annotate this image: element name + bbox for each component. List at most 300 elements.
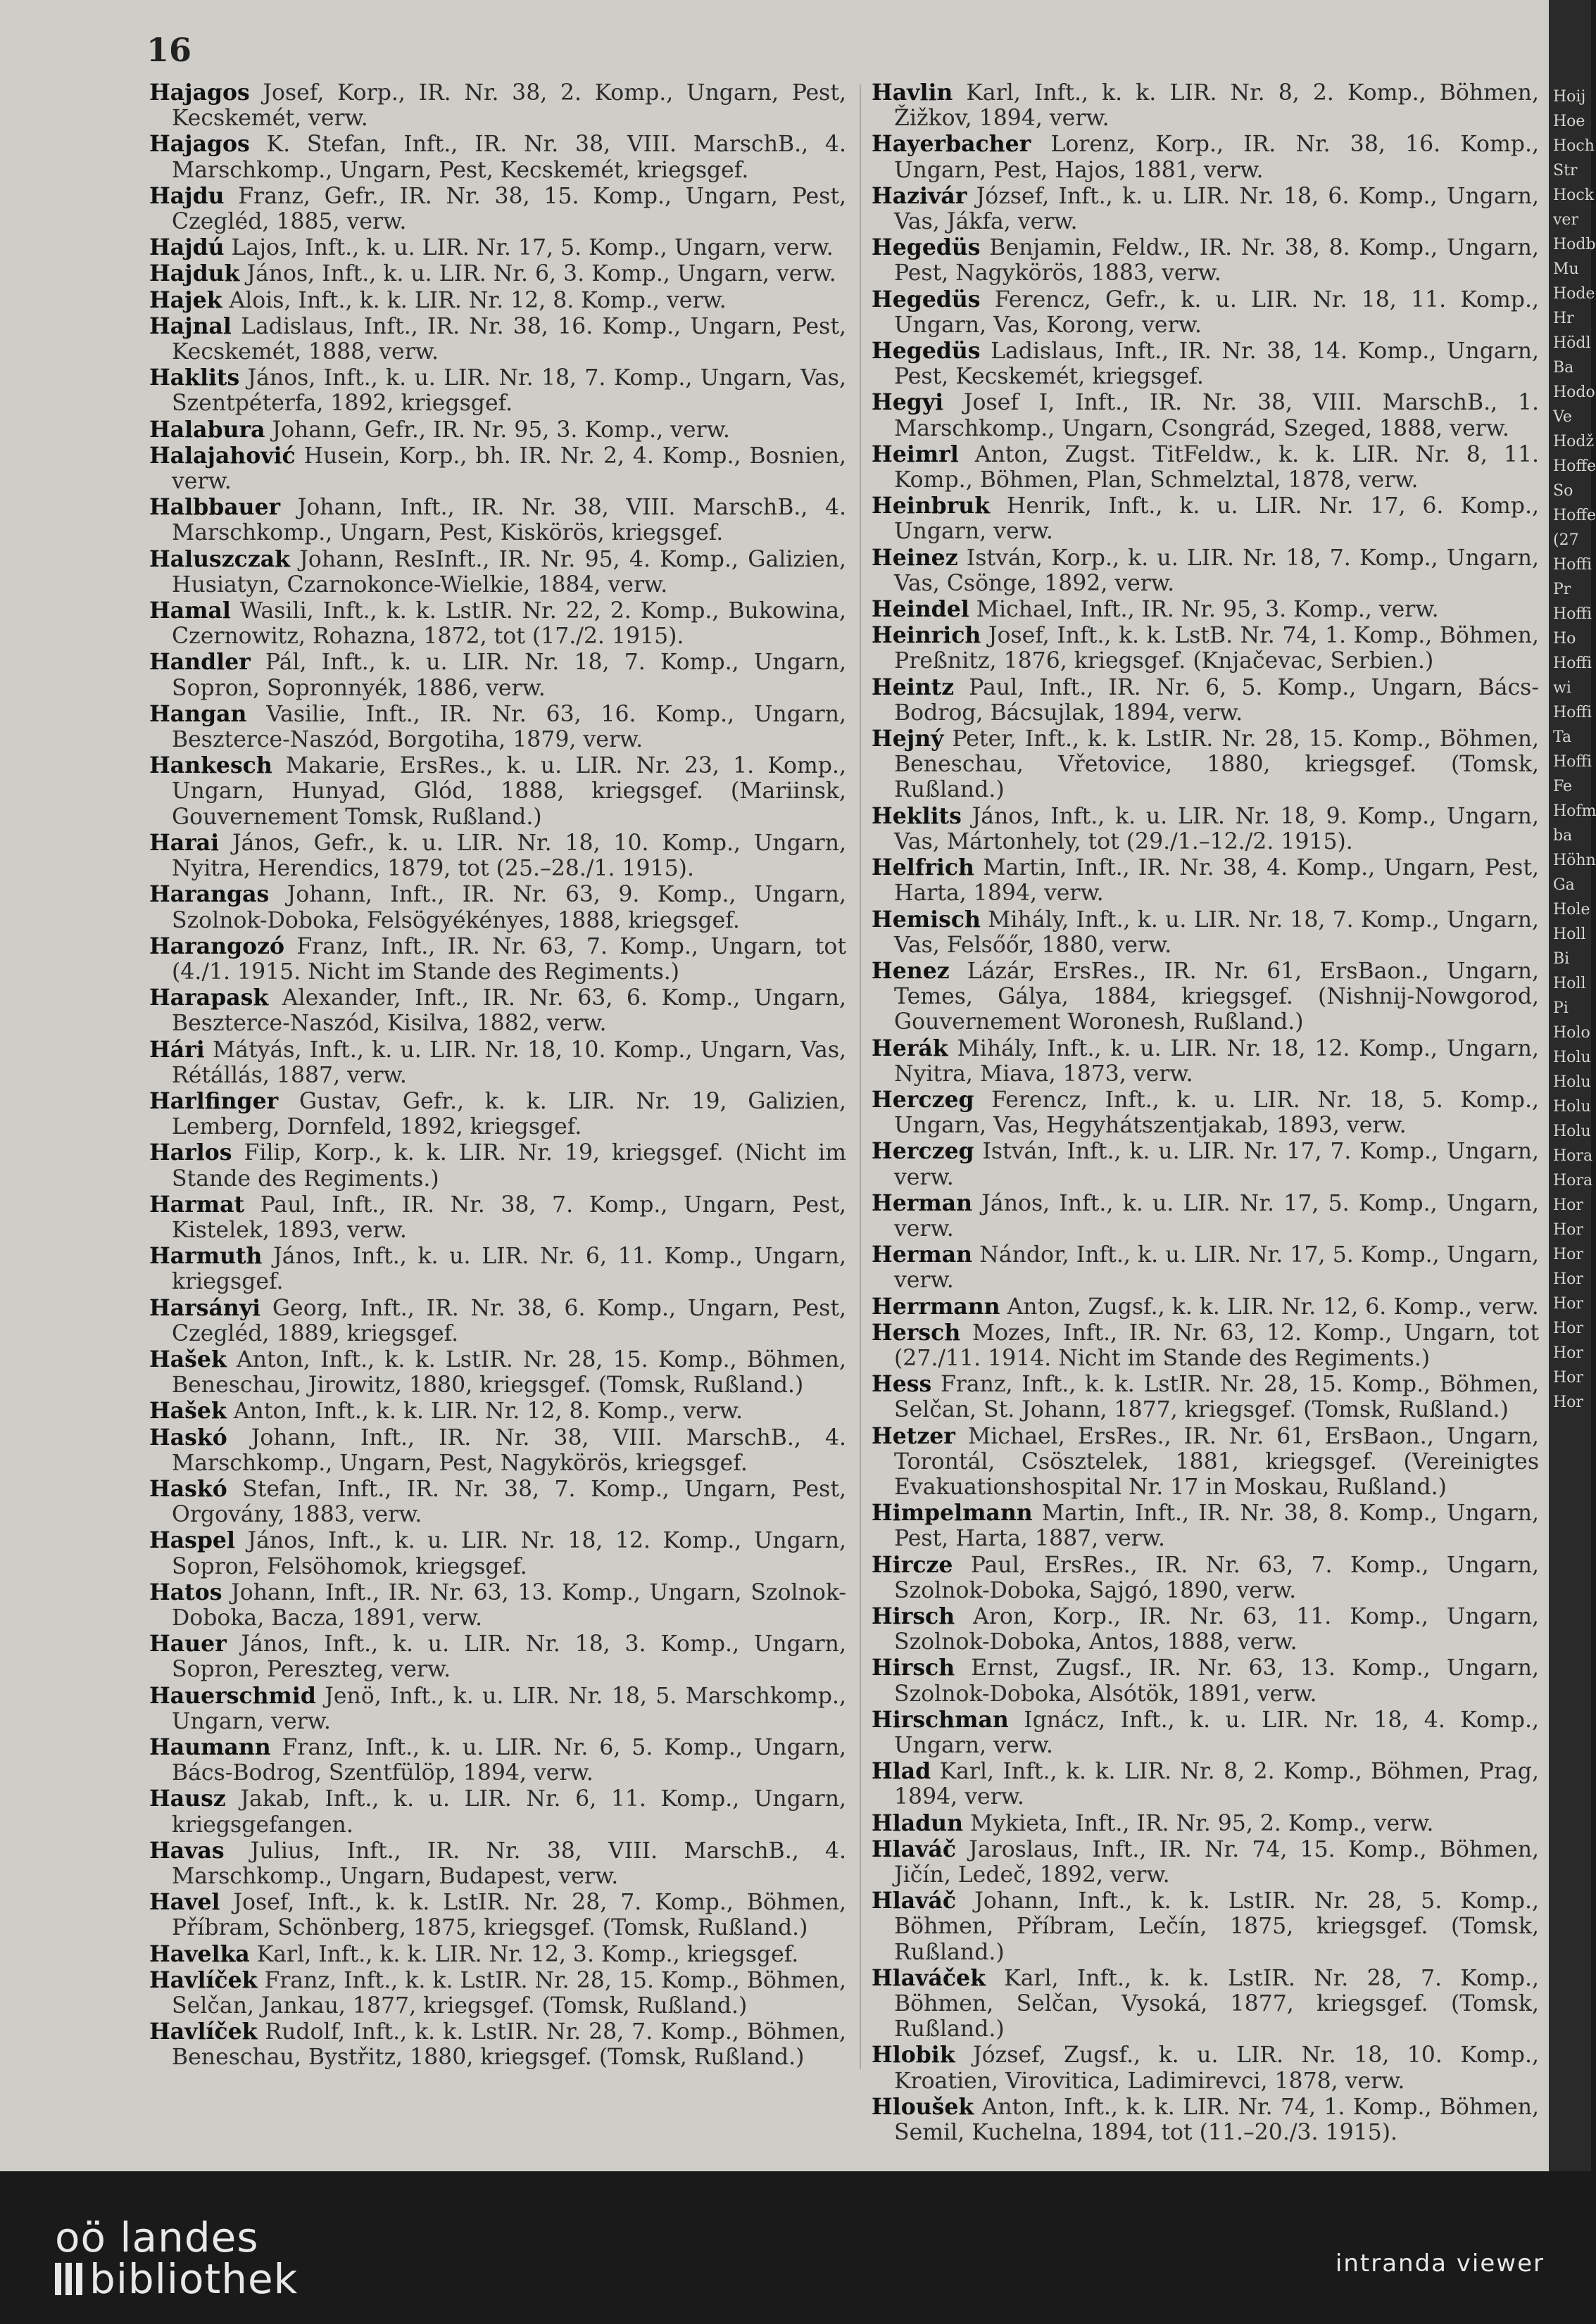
register-entry — [149, 882, 846, 933]
entry-details: Benjamin, Feldw., IR. Nr. 38, 8. Komp., Ungarn, Pest, Nagykörös, 1883, verw. — [894, 235, 1539, 286]
register-entry — [872, 390, 1539, 441]
register-entry — [149, 1786, 846, 1837]
entry-surname: Hladun — [872, 1810, 963, 1836]
edge-fragment: Hor — [1553, 1344, 1583, 1362]
register-entry — [149, 2019, 846, 2070]
entry-surname: Handler — [149, 649, 251, 676]
edge-fragment: Hoffe — [1553, 507, 1596, 524]
register-entry — [872, 1242, 1539, 1293]
entry-details: Stefan, Inft., IR. Nr. 38, 7. Komp., Ungarn, Pest, Orgovány, 1883, verw. — [172, 1476, 846, 1528]
entry-surname: Helfrich — [872, 854, 974, 881]
entry-details: János, Inft., k. u. LIR. Nr. 18, 12. Komp., Ungarn, Sopron, Felsöhomok, kriegsgef. — [172, 1528, 846, 1579]
register-entry — [872, 804, 1539, 854]
edge-fragment: Hr — [1553, 310, 1574, 327]
entry-details: Johann, Gefr., IR. Nr. 95, 3. Komp., verw. — [265, 417, 730, 443]
edge-fragment: Hor — [1553, 1246, 1583, 1263]
entry-surname: Harlfinger — [149, 1087, 279, 1114]
register-entry — [149, 547, 846, 598]
register-entry — [872, 1424, 1539, 1501]
entry-surname: Hajnal — [149, 312, 232, 339]
register-entry — [149, 495, 846, 545]
entry-surname: Hircze — [872, 1551, 953, 1578]
edge-fragment: (27 — [1553, 531, 1579, 549]
entry-details: Paul, ErsRes., IR. Nr. 63, 7. Komp., Ungarn, Szolnok-Doboka, Sajgó, 1890, verw. — [894, 1552, 1539, 1603]
register-entry — [872, 597, 1539, 622]
entry-surname: Herrmann — [872, 1293, 1000, 1320]
entry-surname: Hankesch — [149, 752, 272, 779]
entry-details: Johann, Inft., k. k. LstIR. Nr. 28, 5. Komp., Böhmen, Příbram, Lečín, 1875, kriegsgef. (Tomsk, Rußland.) — [894, 1888, 1539, 1965]
register-entry — [149, 1735, 846, 1786]
entry-surname: Hatos — [149, 1579, 222, 1605]
edge-fragment: Hor — [1553, 1295, 1583, 1313]
entry-surname: Hašek — [149, 1346, 227, 1372]
register-entry — [149, 443, 846, 494]
register-entry — [149, 1580, 846, 1631]
edge-fragment: Holu — [1553, 1098, 1591, 1116]
register-entry — [149, 1890, 846, 1940]
entry-details: Franz, Inft., k. u. LIR. Nr. 6, 5. Komp., Ungarn, Bács-Bodrog, Szentfülöp, 1894, verw. — [172, 1735, 846, 1786]
edge-fragment: wi — [1553, 679, 1571, 697]
edge-fragment: Hoffe — [1553, 457, 1596, 475]
logo-line-2-wrap — [55, 2255, 299, 2303]
register-entry — [149, 80, 846, 131]
adjacent-page-text — [1553, 84, 1596, 1415]
entry-surname: Hlad — [872, 1758, 931, 1785]
register-entry — [872, 959, 1539, 1035]
entry-surname: Henez — [872, 957, 950, 984]
entry-details: Jakab, Inft., k. u. LIR. Nr. 6, 11. Komp., Ungarn, kriegsgefangen. — [172, 1786, 846, 1838]
edge-fragment: Hoe — [1553, 113, 1585, 130]
entry-details: Lázár, ErsRes., IR. Nr. 61, ErsBaon., Ungarn, Temes, Gálya, 1884, kriegsgef. (Nishnij-Nowgorod, Gouvernement Woronesh, Rußland.) — [894, 958, 1539, 1035]
register-entry — [872, 2095, 1539, 2145]
entry-surname: Heinez — [872, 544, 958, 571]
entry-surname: Herák — [872, 1035, 948, 1061]
entry-details: Paul, Inft., IR. Nr. 38, 7. Komp., Ungarn, Pest, Kistelek, 1893, verw. — [172, 1192, 846, 1243]
entry-details: Alois, Inft., k. k. LIR. Nr. 12, 8. Komp., verw. — [222, 287, 727, 313]
edge-fragment: Hodb — [1553, 236, 1596, 253]
entry-details: Ferencz, Gefr., k. u. LIR. Nr. 18, 11. Komp., Ungarn, Vas, Korong, verw. — [894, 286, 1539, 338]
entry-surname: Haluszczak — [149, 545, 290, 572]
edge-fragment: Mu — [1553, 260, 1579, 278]
entry-surname: Herczeg — [872, 1138, 974, 1165]
edge-fragment: Holo — [1553, 1024, 1590, 1042]
entry-details: István, Inft., k. u. LIR. Nr. 17, 7. Komp., Ungarn, verw. — [894, 1139, 1539, 1190]
register-entry — [872, 80, 1539, 131]
entry-surname: Halabura — [149, 416, 265, 443]
edge-fragment: Pr — [1553, 581, 1571, 598]
entry-surname: Hausz — [149, 1786, 226, 1812]
entry-details: Franz, Inft., k. k. LstIR. Nr. 28, 15. Komp., Böhmen, Selčan, St. Johann, 1877, kriegsgef. (Tomsk, Rußland.) — [894, 1372, 1539, 1423]
entry-details: János, Gefr., k. u. LIR. Nr. 18, 10. Komp., Ungarn, Nyitra, Herendics, 1879, tot (25.–28./1. 1915). — [172, 830, 846, 882]
register-entry — [872, 287, 1539, 338]
entry-surname: Heinbruk — [872, 493, 991, 519]
entry-surname: Hirsch — [872, 1603, 955, 1629]
entry-details: Lorenz, Korp., IR. Nr. 38, 16. Komp., Ungarn, Pest, Hajos, 1881, verw. — [894, 132, 1539, 183]
register-entry — [149, 1968, 846, 2019]
entry-surname: Haspel — [149, 1527, 235, 1554]
register-entry — [149, 753, 846, 830]
edge-fragment: Hoffi — [1553, 605, 1592, 623]
entry-surname: Hirsch — [872, 1655, 955, 1681]
entry-details: Vasilie, Inft., IR. Nr. 63, 16. Komp., Ungarn, Beszterce-Naszód, Borgotiha, 1879, verw. — [172, 701, 846, 753]
register-entry — [149, 1942, 846, 1967]
entry-details: Josef I, Inft., IR. Nr. 38, VIII. MarschB., 1. Marschkomp., Ungarn, Csongrád, Szeged, 1888, verw. — [894, 390, 1539, 441]
entry-surname: Harlos — [149, 1139, 232, 1166]
edge-fragment: Fe — [1553, 778, 1573, 795]
entry-details: Johann, Inft., IR. Nr. 38, VIII. MarschB., 4. Marschkomp., Ungarn, Pest, Nagykörös, kriegsgef. — [172, 1425, 846, 1476]
logo-line-2: bibliothek — [89, 2255, 299, 2303]
entry-surname: Hašek — [149, 1398, 227, 1425]
entry-details: Karl, Inft., k. k. LIR. Nr. 8, 2. Komp., Böhmen, Žižkov, 1894, verw. — [894, 80, 1539, 132]
entry-surname: Hloušek — [872, 2093, 974, 2120]
register-entry — [872, 1191, 1539, 1242]
register-entry — [149, 1631, 846, 1682]
register-entry — [149, 1477, 846, 1527]
register-entry — [872, 907, 1539, 958]
entry-surname: Hegyi — [872, 389, 944, 416]
entry-details: Wasili, Inft., k. k. LstIR. Nr. 22, 2. Komp., Bukowina, Czernowitz, Rohazna, 1872, tot (17./2. 1915). — [172, 598, 846, 650]
edge-fragment: Hora — [1553, 1147, 1593, 1165]
entry-surname: Haskó — [149, 1424, 227, 1451]
entry-surname: Harai — [149, 829, 220, 856]
register-entry — [149, 1192, 846, 1243]
register-entry — [872, 235, 1539, 286]
entry-details: Anton, Inft., k. k. LIR. Nr. 12, 8. Komp., verw. — [226, 1398, 743, 1425]
entry-surname: Halbbauer — [149, 494, 281, 521]
entry-details: János, Inft., k. u. LIR. Nr. 17, 5. Komp., Ungarn, verw. — [894, 1190, 1539, 1242]
register-entry — [872, 1811, 1539, 1836]
entry-surname: Hegedüs — [872, 234, 981, 261]
edge-fragment: So — [1553, 482, 1573, 500]
entry-details: Aron, Korp., IR. Nr. 63, 11. Komp., Ungarn, Szolnok-Doboka, Antos, 1888, verw. — [894, 1603, 1539, 1655]
register-entry — [872, 545, 1539, 596]
entry-details: Mozes, Inft., IR. Nr. 63, 12. Komp., Ungarn, tot (27./11. 1914. Nicht im Stande des Regiments.) — [894, 1320, 1539, 1371]
entry-details: Johann, Inft., IR. Nr. 63, 9. Komp., Ungarn, Szolnok-Doboka, Felsögyékényes, 1888, kriegsgef. — [172, 882, 846, 933]
entry-surname: Hayerbacher — [872, 131, 1031, 158]
entry-details: Peter, Inft., k. k. LstIR. Nr. 28, 15. Komp., Böhmen, Beneschau, Vřetovice, 1880, kriegsgef. (Tomsk, Rußland.) — [894, 726, 1539, 803]
entry-surname: Hajek — [149, 286, 222, 313]
register-entry — [872, 1501, 1539, 1551]
register-entry — [149, 1296, 846, 1346]
entry-details: Mihály, Inft., k. u. LIR. Nr. 18, 12. Komp., Ungarn, Nyitra, Miava, 1873, verw. — [894, 1035, 1539, 1087]
edge-fragment: Hoch — [1553, 137, 1595, 155]
entry-details: Martin, Inft., IR. Nr. 38, 4. Komp., Ungarn, Pest, Harta, 1894, verw. — [894, 855, 1539, 907]
edge-fragment: Ga — [1553, 876, 1575, 894]
entry-surname: Heintz — [872, 674, 955, 700]
entry-surname: Havlin — [872, 80, 953, 106]
entry-surname: Hauerschmid — [149, 1682, 316, 1709]
entry-surname: Haskó — [149, 1475, 227, 1502]
entry-surname: Hess — [872, 1371, 932, 1398]
register-entry — [872, 2042, 1539, 2093]
edge-fragment: Hode — [1553, 285, 1595, 303]
entry-details: Johann, Inft., IR. Nr. 38, VIII. MarschB., 4. Marschkomp., Ungarn, Pest, Kiskörös, kriegsgef. — [172, 495, 846, 546]
register-entry — [872, 1087, 1539, 1138]
register-entry — [872, 1837, 1539, 1888]
edge-fragment: Hor — [1553, 1369, 1583, 1387]
entry-surname: Hirschman — [872, 1706, 1009, 1733]
entry-surname: Heimrl — [872, 441, 959, 467]
left-column — [149, 80, 846, 2071]
edge-fragment: Holu — [1553, 1073, 1591, 1091]
edge-fragment: Hor — [1553, 1270, 1583, 1288]
page-number: 16 — [146, 31, 192, 69]
entry-details: K. Stefan, Inft., IR. Nr. 38, VIII. MarschB., 4. Marschkomp., Ungarn, Pest, Kecskemét, kriegsgef. — [172, 132, 846, 183]
entry-surname: Hegedüs — [872, 286, 981, 312]
register-entry — [149, 417, 846, 443]
entry-details: Mykieta, Inft., IR. Nr. 95, 2. Komp., verw. — [962, 1810, 1434, 1836]
register-entry — [872, 1320, 1539, 1371]
entry-surname: Haklits — [149, 365, 240, 391]
register-entry — [149, 1244, 846, 1294]
entry-surname: Havlíček — [149, 1966, 258, 1993]
entry-details: Karl, Inft., k. k. LstIR. Nr. 28, 7. Komp., Böhmen, Selčan, Vysoká, 1877, kriegsgef. (Tomsk, Rußland.) — [894, 1965, 1539, 2042]
entry-details: Alexander, Inft., IR. Nr. 63, 6. Komp., Ungarn, Beszterce-Naszód, Kisilva, 1882, verw. — [172, 985, 846, 1037]
edge-fragment: ba — [1553, 827, 1573, 845]
register-entry — [149, 1140, 846, 1191]
entry-surname: Hazivár — [872, 182, 967, 209]
edge-fragment: Hoffi — [1553, 556, 1592, 574]
entry-details: Josef, Inft., k. k. LstB. Nr. 74, 1. Komp., Böhmen, Preßnitz, 1876, kriegsgef. (Knjačevac, Serbien.) — [894, 623, 1539, 674]
edge-fragment: Höhn — [1553, 852, 1596, 869]
register-entry — [872, 623, 1539, 674]
edge-fragment: Hole — [1553, 901, 1590, 918]
register-entry — [149, 598, 846, 649]
logo-bars-icon — [55, 2263, 82, 2295]
entry-surname: Herman — [872, 1242, 973, 1268]
entry-surname: Hemisch — [872, 906, 981, 933]
entry-details: Josef, Inft., k. k. LstIR. Nr. 28, 7. Komp., Böhmen, Příbram, Schönberg, 1875, kriegsgef. (Tomsk, Rußland.) — [172, 1890, 846, 1941]
register-entry — [149, 235, 846, 260]
entry-surname: Hetzer — [872, 1422, 955, 1449]
entry-surname: Havelka — [149, 1940, 250, 1967]
entry-surname: Hajagos — [149, 80, 250, 106]
register-entry — [872, 1655, 1539, 1706]
entry-surname: Harapask — [149, 985, 269, 1011]
register-entry — [872, 1888, 1539, 1965]
entry-details: Johann, Inft., IR. Nr. 63, 13. Komp., Ungarn, Szolnok-Doboka, Bacza, 1891, verw. — [172, 1579, 846, 1631]
register-entry — [872, 726, 1539, 803]
edge-fragment: Hor — [1553, 1320, 1583, 1337]
register-entry — [872, 1294, 1539, 1320]
edge-fragment: Hoij — [1553, 88, 1586, 106]
edge-fragment: Hodo — [1553, 384, 1595, 401]
register-entry — [149, 288, 846, 313]
entry-details: Josef, Korp., IR. Nr. 38, 2. Komp., Ungarn, Pest, Kecskemét, verw. — [172, 80, 846, 132]
register-entry — [872, 1372, 1539, 1422]
edge-fragment: Ho — [1553, 630, 1576, 648]
entry-details: Paul, Inft., IR. Nr. 6, 5. Komp., Ungarn, Bács-Bodrog, Bácsujlak, 1894, verw. — [894, 674, 1539, 726]
entry-surname: Havel — [149, 1889, 220, 1916]
edge-fragment: Hoffi — [1553, 753, 1592, 771]
entry-details: István, Korp., k. u. LIR. Nr. 18, 7. Komp., Ungarn, Vas, Csönge, 1892, verw. — [894, 545, 1539, 596]
register-entry — [149, 985, 846, 1036]
register-entry — [872, 1966, 1539, 2042]
register-entry — [149, 934, 846, 985]
entry-surname: Hersch — [872, 1319, 961, 1346]
register-entry — [872, 339, 1539, 389]
viewer-label[interactable]: intranda viewer — [1335, 2249, 1545, 2278]
register-entry — [149, 1684, 846, 1734]
entry-details: Nándor, Inft., k. u. LIR. Nr. 17, 5. Komp., Ungarn, verw. — [894, 1242, 1539, 1294]
edge-fragment: Holl — [1553, 926, 1586, 943]
entry-details: Ignácz, Inft., k. u. LIR. Nr. 18, 4. Komp., Ungarn, verw. — [894, 1707, 1539, 1758]
entry-details: Henrik, Inft., k. u. LIR. Nr. 17, 6. Komp., Ungarn, verw. — [894, 493, 1539, 545]
entry-details: Franz, Inft., k. k. LstIR. Nr. 28, 15. Komp., Böhmen, Selčan, Jankau, 1877, kriegsgef. (Tomsk, Rußland.) — [172, 1967, 846, 2019]
entry-surname: Himpelmann — [872, 1500, 1033, 1527]
entry-surname: Harmat — [149, 1191, 245, 1218]
entry-surname: Hlaváček — [872, 1964, 986, 1991]
edge-fragment: Bi — [1553, 950, 1570, 968]
entry-details: Anton, Zugst. TitFeldw., k. k. LIR. Nr. 8, 11. Komp., Böhmen, Plan, Schmelztal, 1878, verw. — [894, 441, 1539, 493]
entry-details: Anton, Inft., k. k. LIR. Nr. 74, 1. Komp., Böhmen, Semil, Kuchelna, 1894, tot (11.–20./3. 1915). — [894, 2094, 1539, 2146]
entry-surname: Havlíček — [149, 2019, 258, 2045]
register-entry — [872, 1139, 1539, 1189]
register-entry — [872, 493, 1539, 544]
register-entry — [872, 184, 1539, 234]
entry-surname: Hlobik — [872, 2042, 955, 2069]
entry-details: Pál, Inft., k. u. LIR. Nr. 18, 7. Komp., Ungarn, Sopron, Sopronnyék, 1886, verw. — [172, 650, 846, 701]
entry-details: Mihály, Inft., k. u. LIR. Nr. 18, 7. Komp., Ungarn, Vas, Felsőőr, 1880, verw. — [894, 907, 1539, 958]
entry-surname: Hauer — [149, 1631, 227, 1657]
register-entry — [149, 1528, 846, 1579]
adjacent-page-edge — [1549, 0, 1596, 2171]
entry-surname: Harsányi — [149, 1294, 261, 1321]
register-entry — [149, 314, 846, 365]
entry-details: Ernst, Zugsf., IR. Nr. 63, 13. Komp., Ungarn, Szolnok-Doboka, Alsótök, 1891, verw. — [894, 1655, 1539, 1707]
edge-fragment: Pi — [1553, 999, 1569, 1017]
library-logo[interactable] — [55, 2214, 299, 2303]
logo-line-1: oö landes — [55, 2214, 259, 2261]
entry-surname: Haumann — [149, 1734, 271, 1760]
register-entry — [149, 1425, 846, 1476]
edge-fragment: Hofm — [1553, 802, 1596, 820]
register-entry — [872, 1759, 1539, 1810]
register-entry — [149, 1398, 846, 1424]
entry-surname: Havas — [149, 1837, 225, 1864]
register-entry — [872, 132, 1539, 182]
entry-details: Gustav, Gefr., k. k. LIR. Nr. 19, Galizien, Lemberg, Dornfeld, 1892, kriegsgef. — [172, 1088, 846, 1140]
entry-details: Jaroslaus, Inft., IR. Nr. 74, 15. Komp., Böhmen, Jičín, Ledeč, 1892, verw. — [894, 1836, 1539, 1888]
edge-fragment: Hodž — [1553, 433, 1595, 450]
entry-surname: Harmuth — [149, 1243, 263, 1270]
entry-details: János, Inft., k. u. LIR. Nr. 18, 9. Komp., Ungarn, Vas, Mártonhely, tot (29./1.–12./2. 1915). — [894, 803, 1539, 854]
entry-surname: Hlaváč — [872, 1836, 957, 1862]
register-entry — [149, 1838, 846, 1889]
edge-fragment: Hödl — [1553, 334, 1591, 352]
edge-fragment: Ta — [1553, 728, 1572, 746]
edge-fragment: Str — [1553, 162, 1578, 179]
register-entry — [149, 261, 846, 286]
edge-fragment: Hoffi — [1553, 655, 1592, 672]
entry-surname: Hajdú — [149, 234, 225, 261]
entry-details: Anton, Zugsf., k. k. LIR. Nr. 12, 6. Komp., verw. — [1000, 1294, 1539, 1320]
entry-surname: Heinrich — [872, 622, 981, 649]
register-entry — [149, 831, 846, 881]
entry-surname: Hlaváč — [872, 1888, 957, 1914]
register-entry — [872, 1036, 1539, 1087]
entry-details: János, Inft., k. u. LIR. Nr. 18, 7. Komp., Ungarn, Vas, Szentpéterfa, 1892, kriegsgef. — [172, 365, 846, 417]
entry-details: Georg, Inft., IR. Nr. 38, 6. Komp., Ungarn, Pest, Czegléd, 1889, kriegsgef. — [172, 1295, 846, 1346]
entry-details: Martin, Inft., IR. Nr. 38, 8. Komp., Ungarn, Pest, Harta, 1887, verw. — [894, 1501, 1539, 1552]
entry-details: Franz, Gefr., IR. Nr. 38, 15. Komp., Ungarn, Pest, Czegléd, 1885, verw. — [172, 183, 846, 235]
register-entry — [149, 1037, 846, 1088]
entry-surname: Heklits — [872, 802, 962, 829]
entry-details: Anton, Inft., k. k. LstIR. Nr. 28, 15. Komp., Böhmen, Beneschau, Jirowitz, 1880, kriegsgef. (Tomsk, Rußland.) — [172, 1346, 846, 1398]
entry-surname: Halajahović — [149, 442, 296, 469]
edge-fragment: Holl — [1553, 975, 1586, 992]
entry-surname: Hajduk — [149, 260, 240, 287]
register-entry — [872, 442, 1539, 493]
edge-fragment: Hor — [1553, 1196, 1583, 1214]
edge-fragment: Hor — [1553, 1394, 1583, 1411]
entry-surname: Herczeg — [872, 1086, 974, 1113]
register-entry — [149, 365, 846, 416]
entry-details: Ferencz, Inft., k. u. LIR. Nr. 18, 5. Komp., Ungarn, Vas, Hegyhátszentjakab, 1893, verw. — [894, 1087, 1539, 1139]
register-entry — [872, 1707, 1539, 1758]
entry-details: Johann, ResInft., IR. Nr. 95, 4. Komp., Galizien, Husiatyn, Czarnokonce-Wielkie, 1884, verw. — [172, 546, 846, 598]
edge-fragment: ver — [1553, 211, 1578, 229]
entry-details: Karl, Inft., k. k. LIR. Nr. 8, 2. Komp., Böhmen, Prag, 1894, verw. — [894, 1759, 1539, 1810]
entry-surname: Hári — [149, 1036, 205, 1063]
register-entry — [872, 855, 1539, 906]
entry-surname: Herman — [872, 1189, 973, 1216]
entry-details: Jenö, Inft., k. u. LIR. Nr. 18, 5. Marschkomp., Ungarn, verw. — [172, 1683, 846, 1734]
entry-surname: Hejný — [872, 726, 944, 752]
edge-fragment: Holu — [1553, 1049, 1591, 1066]
entry-details: Michael, Inft., IR. Nr. 95, 3. Komp., verw. — [969, 597, 1439, 623]
register-entry — [149, 132, 846, 182]
register-entry — [149, 1347, 846, 1398]
entry-details: Karl, Inft., k. k. LIR. Nr. 12, 3. Komp., kriegsgef. — [249, 1941, 799, 1967]
edge-fragment: Ve — [1553, 408, 1572, 426]
entry-details: Rudolf, Inft., k. k. LstIR. Nr. 28, 7. Komp., Böhmen, Beneschau, Bystřitz, 1880, kriegsgef. (Tomsk, Rußland.) — [172, 2019, 846, 2071]
entry-details: Makarie, ErsRes., k. u. LIR. Nr. 23, 1. Komp., Ungarn, Hunyad, Glód, 1888, kriegsgef. (Mariinsk, Gouvernement Tomsk, Rußland.) — [172, 753, 846, 830]
register-entry — [872, 1553, 1539, 1603]
entry-details: János, Inft., k. u. LIR. Nr. 6, 3. Komp., Ungarn, verw. — [239, 261, 836, 287]
entry-details: Filip, Korp., k. k. LIR. Nr. 19, kriegsgef. (Nicht im Stande des Regiments.) — [172, 1140, 846, 1192]
register-entry — [872, 675, 1539, 726]
entry-details: Ladislaus, Inft., IR. Nr. 38, 14. Komp., Ungarn, Pest, Kecskemét, kriegsgef. — [894, 339, 1539, 390]
edge-fragment: Hock — [1553, 187, 1595, 204]
entry-surname: Hangan — [149, 700, 247, 727]
entry-details: János, Inft., k. u. LIR. Nr. 18, 3. Komp., Ungarn, Sopron, Pereszteg, verw. — [172, 1631, 846, 1683]
entry-surname: Hajdu — [149, 182, 225, 209]
entry-details: József, Zugsf., k. u. LIR. Nr. 18, 10. Komp., Kroatien, Virovitica, Ladimirevci, 1878, verw. — [894, 2042, 1539, 2094]
entry-details: Mátyás, Inft., k. u. LIR. Nr. 18, 10. Komp., Ungarn, Vas, Rétállás, 1887, verw. — [172, 1037, 846, 1088]
entry-details: Franz, Inft., IR. Nr. 63, 7. Komp., Ungarn, tot (4./1. 1915. Nicht im Stande des Regiments.) — [172, 933, 846, 985]
entry-details: Ladislaus, Inft., IR. Nr. 38, 16. Komp., Ungarn, Pest, Kecskemét, 1888, verw. — [172, 313, 846, 365]
register-entry — [149, 650, 846, 700]
edge-fragment: Ba — [1553, 359, 1574, 377]
register-entry — [149, 702, 846, 752]
register-entry — [149, 184, 846, 234]
entry-details: János, Inft., k. u. LIR. Nr. 6, 11. Komp., Ungarn, kriegsgef. — [172, 1244, 846, 1295]
column-divider — [860, 84, 861, 2069]
entry-surname: Hamal — [149, 598, 231, 624]
edge-fragment: Holu — [1553, 1123, 1591, 1140]
entry-details: Michael, ErsRes., IR. Nr. 61, ErsBaon., Ungarn, Torontál, Csösztelek, 1881, kriegsgef. (Vereinigtes Evakuationshospital Nr. 17 in Moskau, Rußland.) — [894, 1423, 1539, 1500]
entry-details: Husein, Korp., bh. IR. Nr. 2, 4. Komp., Bosnien, verw. — [172, 443, 846, 495]
entry-details: Lajos, Inft., k. u. LIR. Nr. 17, 5. Komp., Ungarn, verw. — [224, 235, 834, 261]
entry-surname: Heindel — [872, 596, 969, 623]
entry-surname: Harangozó — [149, 933, 285, 959]
entry-details: József, Inft., k. u. LIR. Nr. 18, 6. Komp., Ungarn, Vas, Jákfa, verw. — [894, 183, 1539, 235]
right-column — [872, 80, 1539, 2146]
register-entry — [149, 1089, 846, 1139]
entry-surname: Hajagos — [149, 131, 250, 158]
entry-details: Julius, Inft., IR. Nr. 38, VIII. MarschB., 4. Marschkomp., Ungarn, Budapest, verw. — [172, 1838, 846, 1890]
